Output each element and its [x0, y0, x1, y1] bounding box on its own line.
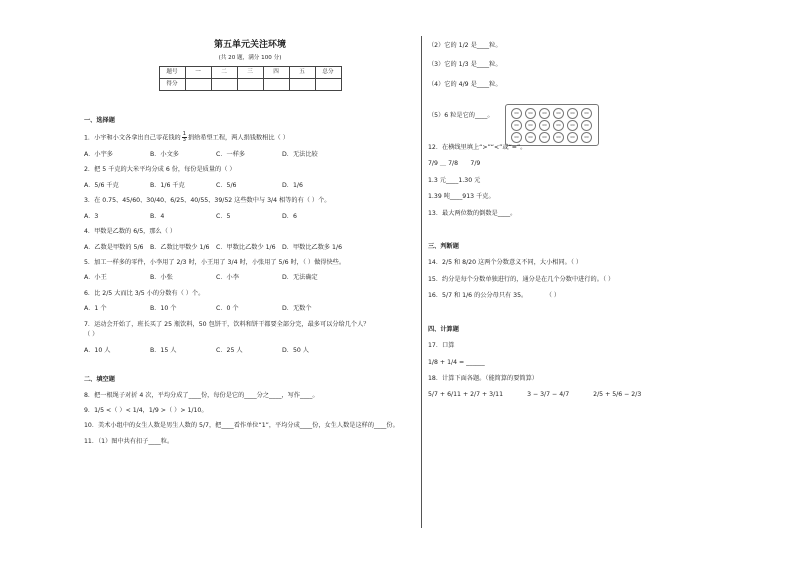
button-dot-icon: oo: [539, 120, 550, 131]
question-3: 3．在 0.75、45/60、30/40、6/25、40/55、39/52 这些数中与 3/4 相等的有（ ）个。: [84, 197, 331, 205]
option[interactable]: A．3: [84, 212, 99, 220]
score-input-cell[interactable]: [211, 78, 237, 90]
score-cell: 总分: [315, 66, 341, 78]
option[interactable]: A．1 个: [84, 305, 107, 313]
option[interactable]: C．25 人: [216, 346, 243, 354]
question-8: 8．把一根绳子对折 4 次，平均分成了____份，每份是它的____分之____，写作____。: [84, 391, 319, 399]
option[interactable]: C．小李: [216, 274, 239, 282]
question-18: 18．计算下面各题。（能简算的要简算）: [428, 375, 538, 382]
button-dot-icon: oo: [511, 120, 522, 131]
option[interactable]: A．5/6 千克: [84, 181, 119, 189]
option[interactable]: B．小张: [150, 274, 173, 282]
score-table-header-row: [159, 66, 341, 78]
option[interactable]: D．无法确定: [282, 274, 318, 282]
button-dot-icon: oo: [525, 108, 536, 119]
right-column: [428, 40, 728, 399]
option[interactable]: D．1/6: [282, 181, 303, 189]
question-9: 9．1/5 <（ ）< 1/4，1/9 >（ ）> 1/10。: [84, 406, 208, 414]
section-heading: 二、填空题: [84, 376, 115, 384]
score-cell: 题号: [159, 66, 185, 78]
score-cell: 二: [211, 66, 237, 78]
button-dot-icon: oo: [553, 108, 564, 119]
question-text: 1．小宇和小文各拿出自己零花钱的: [84, 134, 181, 142]
options-q1: [84, 151, 416, 158]
score-input-cell[interactable]: [315, 78, 341, 90]
button-dot-icon: oo: [539, 108, 550, 119]
section-heading: 一、选择题: [84, 116, 115, 124]
options-q7: [84, 347, 416, 354]
question-1: [84, 132, 416, 143]
button-dot-icon: oo: [581, 120, 592, 131]
calc-item: 5/7 + 6/11 + 2/7 + 3/11: [428, 391, 504, 399]
question-10: 10．美术小组中的女生人数是男生人数的 5/7，把____看作单位“1”，平均分成____份，女生人数是这样的____份。: [84, 422, 399, 430]
fraction: [182, 132, 187, 143]
question-12b: 1.3 元____1.30 元: [428, 176, 481, 184]
option[interactable]: A．10 人: [84, 346, 111, 354]
option[interactable]: B．15 人: [150, 346, 177, 354]
question-6: 6．比 2/5 大而比 3/5 小的分数有（ ）个。: [84, 289, 205, 297]
denominator: 3: [182, 136, 186, 143]
button-dot-icon: oo: [553, 120, 564, 131]
question-2: 2．把 5 千克的大米平均分成 6 份，每份是质量的（ ）: [84, 166, 236, 174]
score-cell: 四: [263, 66, 289, 78]
question-12a: 7/9 ＿ 7/8 7/9: [428, 160, 481, 168]
question-5: 5．加工一样多的零件，小李用了 2/3 时，小王用了 3/4 时，小张用了 5/6 时，（ ）做得快些。: [84, 259, 346, 266]
button-dot-icon: oo: [511, 108, 522, 119]
button-dot-icon: oo: [525, 120, 536, 131]
score-table: [159, 66, 342, 91]
options-q6: [84, 305, 416, 312]
question-11-2: （2）它的 1/2 是____粒。: [428, 42, 502, 49]
question-12c: 1.39 吨____913 千克。: [428, 193, 495, 201]
button-dot-icon: oo: [567, 132, 578, 143]
question-14: 14．2/5 和 8/20 这两个分数意义不同，大小相同。（ ）: [428, 259, 583, 267]
question-4: 4．甲数是乙数的 6/5，那么（ ）: [84, 228, 177, 236]
question-7-answer: （ ）: [84, 331, 99, 339]
calc-item: 3 − 3/7 − 4/7: [527, 391, 570, 399]
question-17: 17．口算: [428, 342, 455, 350]
question-13: 13．最大两位数的倒数是____。: [428, 209, 517, 217]
button-dot-icon: oo: [511, 132, 522, 143]
option[interactable]: B．10 个: [150, 305, 177, 313]
option[interactable]: B．4: [150, 212, 165, 220]
options-q2: [84, 182, 416, 189]
option[interactable]: C．5: [216, 212, 231, 220]
option[interactable]: C．5/6: [216, 181, 237, 189]
left-column: [84, 40, 416, 445]
option[interactable]: B．1/6 千克: [150, 181, 185, 189]
option[interactable]: D．无数个: [282, 305, 312, 313]
option[interactable]: D．50 人: [282, 346, 309, 354]
section-heading: 四、计算题: [428, 325, 459, 333]
score-input-cell[interactable]: [185, 78, 211, 90]
option[interactable]: D．甲数比乙数多 1/6: [282, 243, 343, 251]
button-dot-icon: oo: [553, 132, 564, 143]
option[interactable]: D．无法比较: [282, 150, 318, 158]
question-11-5: （5）6 粒是它的____。: [428, 112, 494, 120]
page-subtitle: (共 20 题，满分 100 分): [218, 54, 282, 61]
numerator: 1: [182, 130, 186, 137]
question-16: 16．5/7 和 1/6 的公分母只有 35。 （ ）: [428, 292, 561, 300]
button-dot-icon: oo: [567, 120, 578, 131]
option[interactable]: C．甲数比乙数少 1/6: [216, 243, 276, 251]
score-cell: 一: [185, 66, 211, 78]
options-q4: [84, 244, 416, 251]
button-dot-icon: oo: [581, 132, 592, 143]
score-input-cell[interactable]: [289, 78, 315, 90]
option[interactable]: D．6: [282, 212, 297, 220]
option[interactable]: C．0 个: [216, 305, 239, 313]
options-q3: [84, 213, 416, 220]
question-7: 7．运动会开始了，班长买了 25 瓶饮料，50 包饼干，饮料和饼干都要全部分完，最多可以分给几个人？: [84, 320, 370, 328]
question-11-3: （3）它的 1/3 是____粒。: [428, 61, 502, 69]
option[interactable]: A．小宇多: [84, 150, 113, 158]
question-text: 捐给希望工程，两人捐钱数相比（ ）: [187, 134, 289, 142]
option[interactable]: B．小文多: [150, 150, 179, 158]
question-11-4: （4）它的 4/9 是____粒。: [428, 80, 502, 88]
score-cell: 得分: [159, 78, 185, 90]
option[interactable]: B．乙数比甲数少 1/6: [150, 243, 210, 251]
button-dot-icon: oo: [567, 108, 578, 119]
score-table-score-row: [159, 78, 341, 90]
score-input-cell[interactable]: [263, 78, 289, 90]
column-divider: [421, 36, 422, 528]
question-15: 15．约分是每个分数单独进行的，通分是在几个分数中进行的。（ ）: [428, 275, 615, 283]
section-heading: 三、判断题: [428, 242, 459, 250]
option[interactable]: A．乙数是甲数的 5/6: [84, 243, 144, 251]
score-cell: 五: [289, 66, 315, 78]
calc-item: 2/5 + 5/6 − 2/3: [593, 391, 642, 399]
button-dot-icon: oo: [581, 108, 592, 119]
button-dot-icon: oo: [525, 132, 536, 143]
question-17a: 1/8 + 1/4 = ______: [428, 358, 485, 366]
question-18-items: [428, 391, 728, 398]
score-cell: 三: [237, 66, 263, 78]
question-11: 11．（1）图中共有扣子____粒。: [84, 437, 174, 445]
options-q5: [84, 274, 416, 281]
button-dot-icon: oo: [539, 132, 550, 143]
question-12: 12．在横线里填上“>”“<”或“=”。: [428, 143, 527, 151]
page-title: 第五单元关注环境: [213, 40, 286, 50]
option[interactable]: C．一样多: [216, 150, 246, 158]
score-input-cell[interactable]: [237, 78, 263, 90]
option[interactable]: A．小王: [84, 274, 107, 282]
